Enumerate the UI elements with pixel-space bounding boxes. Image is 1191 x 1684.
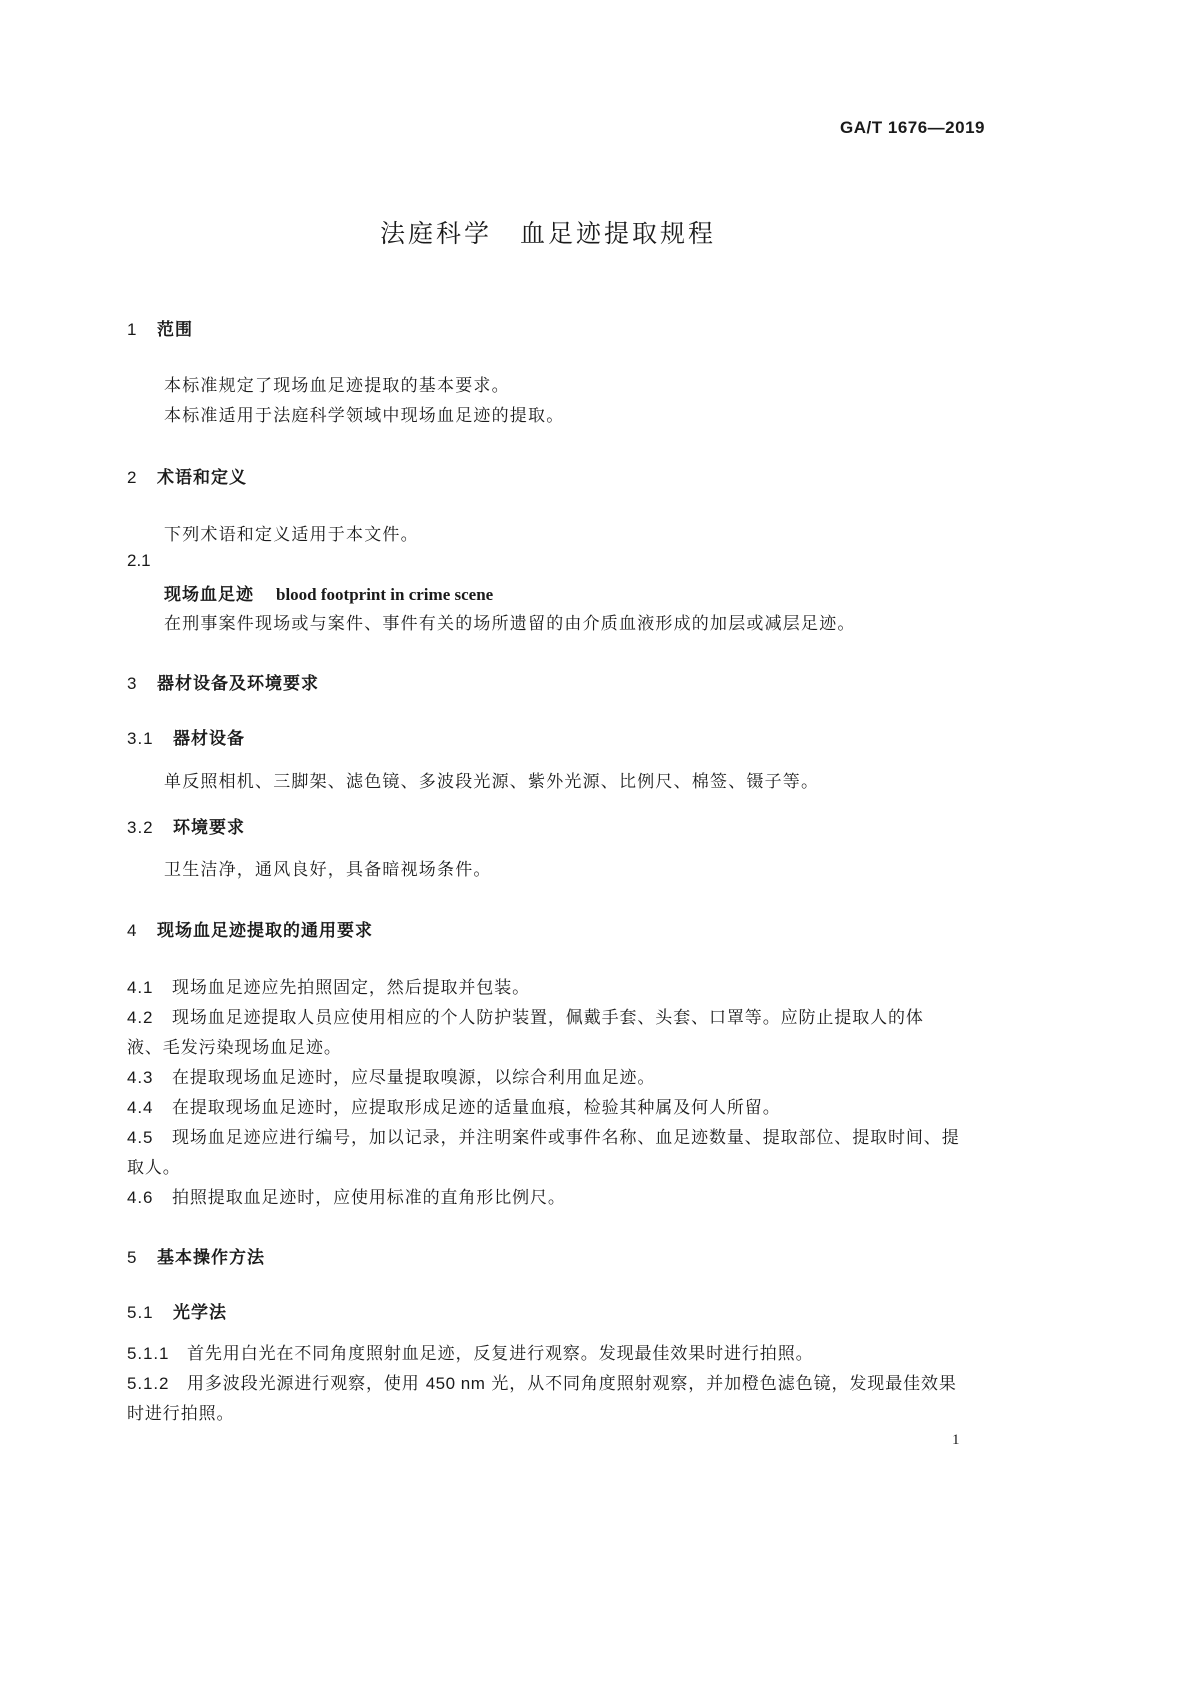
paragraph: 卫生洁净，通风良好，具备暗视场条件。 [164,860,492,880]
paragraph: 本标准规定了现场血足迹提取的基本要求。 [164,376,510,396]
clause-4-4 [127,1093,781,1118]
subsection-3-2-heading [127,813,245,838]
clause-text: 用多波段光源进行观察，使用 [187,1374,420,1394]
clause-number: 5.1.2 [127,1374,170,1393]
section-number: 4 [127,921,138,940]
section-title: 范围 [157,320,193,340]
section-number: 3 [127,674,138,693]
clause-number: 4.4 [127,1098,154,1117]
clause-number: 4.1 [127,978,154,997]
section-number: 1 [127,320,138,339]
paragraph: 本标准适用于法庭科学领域中现场血足迹的提取。 [164,406,565,426]
clause-text: 现场血足迹应先拍照固定，然后提取并包装。 [172,978,530,998]
page-number: 1 [952,1432,960,1448]
section-1-heading [127,315,193,340]
paragraph: 单反照相机、三脚架、滤色镜、多波段光源、紫外光源、比例尺、棉签、镊子等。 [164,772,820,792]
clause-text: 首先用白光在不同角度照射血足迹，反复进行观察。发现最佳效果时进行拍照。 [187,1344,814,1364]
section-title: 现场血足迹提取的通用要求 [157,921,373,941]
clause-4-2 [127,1003,924,1028]
clause-4-3 [127,1063,655,1088]
document-title: 法庭科学 血足迹提取规程 [380,219,717,248]
term-english: blood footprint in crime scene [276,585,494,604]
section-4-heading [127,916,373,941]
section-title: 术语和定义 [157,468,247,488]
section-title: 环境要求 [173,818,245,838]
clause-text-continued: 时进行拍照。 [127,1404,235,1424]
clause-number: 4.6 [127,1188,154,1207]
term-definition: 在刑事案件现场或与案件、事件有关的场所遗留的由介质血液形成的加层或减层足迹。 [164,614,856,634]
term-entry [164,580,493,605]
clause-5-1-2 [127,1369,957,1394]
clause-number: 5.1.1 [127,1344,170,1363]
subsection-3-1-heading [127,724,245,749]
clause-4-5 [127,1123,960,1148]
clause-text: 现场血足迹提取人员应使用相应的个人防护装置，佩戴手套、头套、口罩等。应防止提取人的体 [172,1008,924,1028]
paragraph: 下列术语和定义适用于本文件。 [164,525,419,545]
term-chinese: 现场血足迹 [164,585,254,605]
section-title: 器材设备 [173,729,245,749]
clause-text: 在提取现场血足迹时，应提取形成足迹的适量血痕，检验其种属及何人所留。 [172,1098,781,1118]
clause-number: 4.2 [127,1008,154,1027]
term-number: 2.1 [127,551,151,570]
section-5-heading [127,1243,265,1268]
clause-text: 拍照提取血足迹时，应使用标准的直角形比例尺。 [172,1188,566,1208]
clause-5-1-1 [127,1339,814,1364]
section-number: 3.1 [127,729,154,748]
wavelength-value: 450 nm [425,1374,486,1393]
clause-number: 4.3 [127,1068,154,1087]
clause-4-1 [127,973,530,998]
clause-text-continued: 取人。 [127,1158,181,1178]
clause-text: 光，从不同角度照射观察，并加橙色滤色镜，发现最佳效果 [491,1374,957,1394]
section-number: 5.1 [127,1303,154,1322]
clause-text: 现场血足迹应进行编号，加以记录，并注明案件或事件名称、血足迹数量、提取部位、提取时间、提 [172,1128,960,1148]
section-title: 光学法 [173,1303,227,1323]
section-title: 基本操作方法 [157,1248,265,1268]
clause-text: 在提取现场血足迹时，应尽量提取嗅源，以综合利用血足迹。 [172,1068,656,1088]
section-3-heading [127,669,319,694]
standard-code: GA/T 1676—2019 [840,118,985,137]
section-number: 5 [127,1248,138,1267]
subsection-5-1-heading [127,1298,227,1323]
clause-text-continued: 液、毛发污染现场血足迹。 [127,1038,342,1058]
section-number: 3.2 [127,818,154,837]
section-title: 器材设备及环境要求 [157,674,319,694]
clause-4-6 [127,1183,566,1208]
section-2-heading [127,463,247,488]
section-number: 2 [127,468,138,487]
clause-number: 4.5 [127,1128,154,1147]
